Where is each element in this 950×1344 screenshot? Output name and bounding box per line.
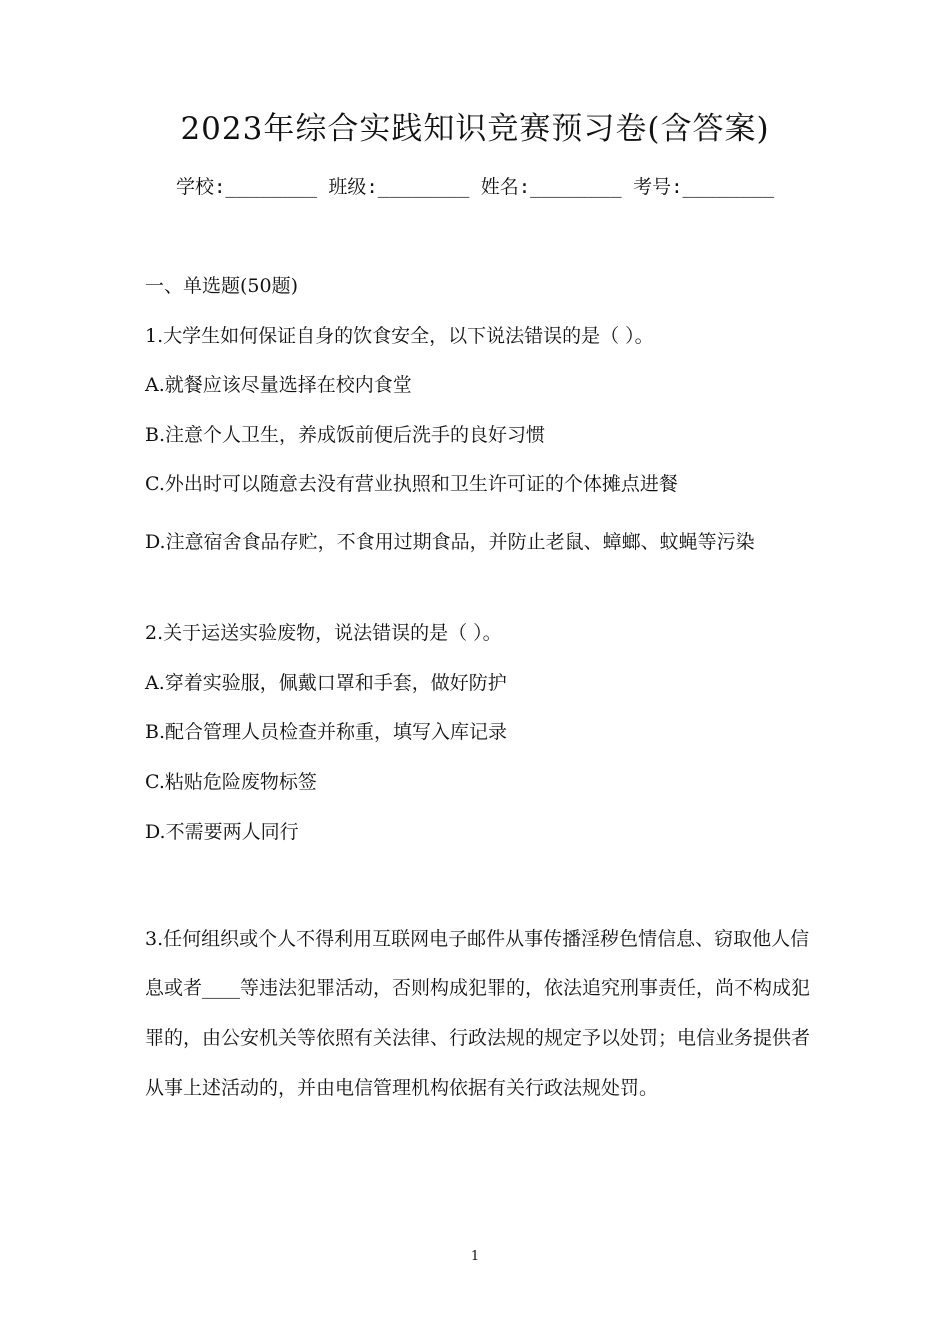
- question-3: [145, 915, 810, 1113]
- spacer: [145, 568, 810, 618]
- document-content: [145, 270, 810, 1113]
- question-2: [145, 617, 810, 865]
- question-stem: 1.大学生如何保证自身的饮食安全，以下说法错误的是（ ）。: [145, 324, 654, 347]
- option-d: D.注意宿舍食品存贮，不食用过期食品，并防止老鼠、蟑螂、蚊蝇等污染: [145, 530, 755, 553]
- option-c: C.粘贴危险废物标签: [145, 770, 317, 793]
- option-d: D.不需要两人同行: [145, 820, 299, 843]
- option-a: A.穿着实验服，佩戴口罩和手套，做好防护: [145, 671, 507, 694]
- spacer: [145, 865, 810, 915]
- option-b: B.注意个人卫生，养成饭前便后洗手的良好习惯: [145, 423, 546, 446]
- page-number: 1: [470, 1249, 480, 1264]
- question-1: [145, 320, 810, 568]
- document-title: 2023年综合实践知识竞赛预习卷(含答案): [180, 111, 770, 147]
- student-info-line: 学校:________ 班级:________ 姓名:________ 考号:________: [175, 176, 775, 198]
- option-a: A.就餐应该尽量选择在校内食堂: [145, 374, 412, 397]
- section-heading: 一、单选题(50题): [145, 275, 299, 297]
- question-stem: 3.任何组织或个人不得利用互联网电子邮件从事传播淫秽色情信息、窃取他人信息或者____等违法犯罪活动，否则构成犯罪的，依法追究刑事责任，尚不构成犯罪的，由公安机关等依照有关法律、行政法规的规定予以处罚；电信业务提供者从事上述活动的，并由电信管理机构依据有关行政法规处罚。: [145, 927, 811, 1099]
- option-b: B.配合管理人员检查并称重，填写入库记录: [145, 721, 508, 744]
- option-c: C.外出时可以随意去没有营业执照和卫生许可证的个体摊点进餐: [145, 473, 678, 496]
- question-stem: 2.关于运送实验废物，说法错误的是（ ）。: [145, 622, 502, 645]
